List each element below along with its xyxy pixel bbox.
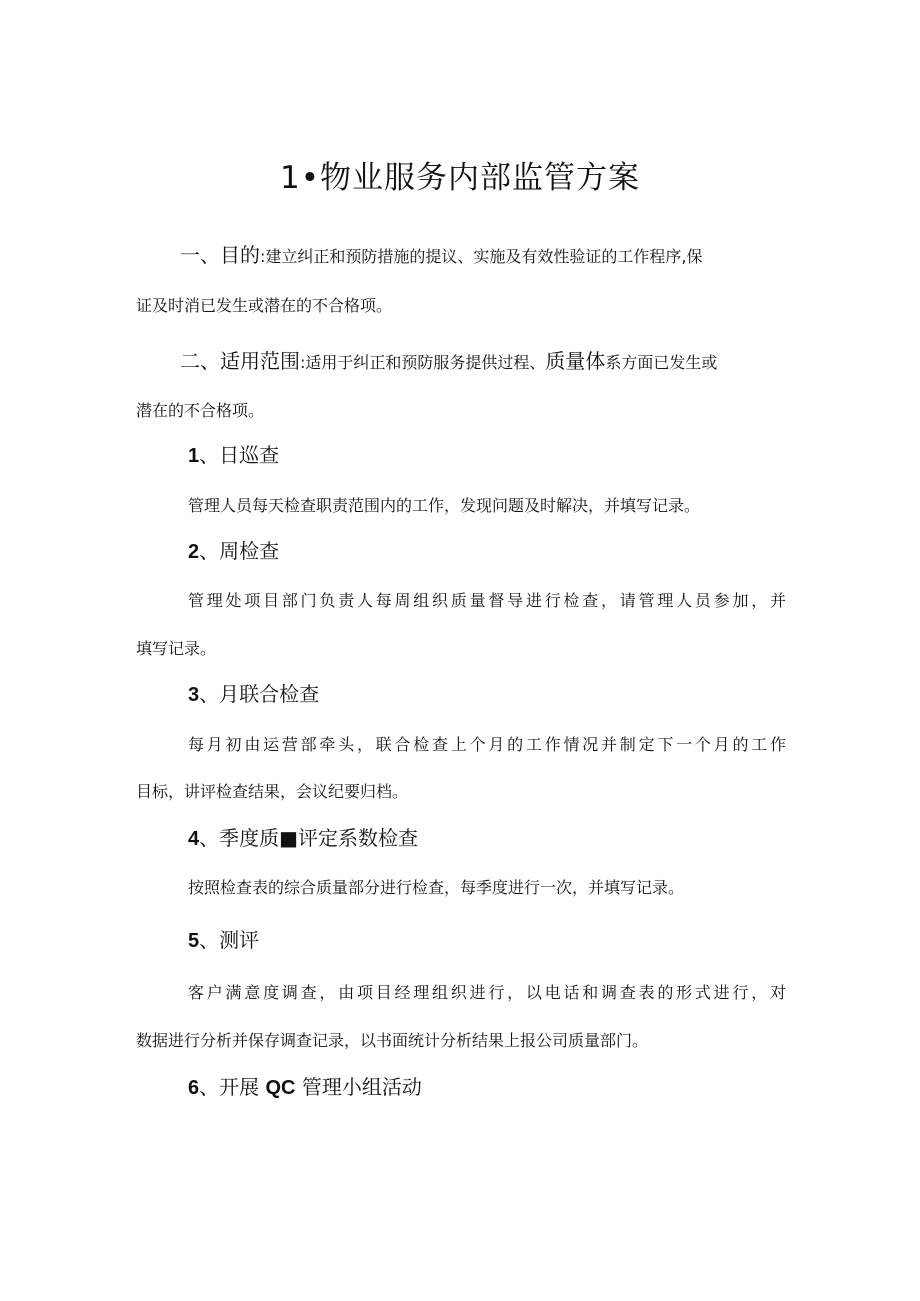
section-scope-line-1: [180, 349, 788, 375]
section-scope-text-c: 系方面已发生或: [605, 353, 718, 372]
item-heading-text: 、日巡查: [199, 443, 280, 467]
item-number: 5: [188, 930, 200, 952]
item-number: 6: [188, 1077, 200, 1099]
item-heading-5: [188, 926, 259, 955]
item-2-body-line-2: 填写记录。: [136, 639, 217, 658]
item-heading-1: [188, 441, 279, 470]
item-heading-text: 、测评: [199, 928, 260, 952]
item-5-body-line-2: 数据进行分析并保存调查记录，以书面统计分析结果上报公司质量部门。: [136, 1031, 649, 1050]
item-heading-qc: QC: [265, 1077, 296, 1099]
item-heading-text-b: 管理小组活动: [301, 1075, 422, 1099]
section-purpose-line-1: [180, 243, 788, 269]
section-scope-text-b: 质量体: [545, 349, 606, 373]
item-heading-text: 、月联合检查: [199, 682, 320, 706]
item-heading-6: [188, 1073, 422, 1102]
section-scope-line-2: 潜在的不合格项。: [136, 401, 265, 420]
item-2-body-line-1: 管理处项目部门负责人每周组织质量督导进行检查，请管理人员参加，并: [188, 591, 786, 610]
section-purpose-label: 一、目的: [180, 243, 260, 267]
item-heading-text-a: 、开展: [199, 1075, 260, 1099]
section-scope-label: 二、适用范围: [180, 349, 300, 373]
section-scope-text-a: :适用于纠正和预防服务提供过程、: [300, 353, 546, 372]
section-purpose-line-2: 证及时消已发生或潜在的不合格项。: [136, 296, 393, 315]
item-3-body-line-2: 目标，讲评检查结果，会议纪要归档。: [136, 782, 409, 801]
item-heading-3: [188, 680, 319, 709]
document-title: 1•物业服务内部监管方案: [279, 160, 640, 196]
item-5-body-line-1: 客户满意度调查，由项目经理组织进行，以电话和调查表的形式进行，对: [188, 983, 786, 1002]
item-heading-text: 、周检查: [199, 539, 280, 563]
item-number: 4: [188, 828, 200, 850]
item-3-body-line-1: 每月初由运营部牵头，联合检查上个月的工作情况并制定下一个月的工作: [188, 735, 786, 754]
item-number: 3: [188, 684, 200, 706]
item-number: 1: [188, 445, 200, 467]
item-number: 2: [188, 541, 200, 563]
item-4-body-line-1: 按照检查表的综合质量部分进行检查，每季度进行一次，并填写记录。: [188, 878, 685, 897]
section-purpose-text: :建立纠正和预防措施的提议、实施及有效性验证的工作程序,保: [260, 247, 703, 266]
item-heading-text: 、季度质■评定系数检查: [199, 826, 419, 850]
item-heading-2: [188, 537, 279, 566]
item-1-body-line-1: 管理人员每天检查职责范围内的工作，发现问题及时解决，并填写记录。: [188, 496, 701, 515]
item-heading-4: [188, 824, 418, 853]
